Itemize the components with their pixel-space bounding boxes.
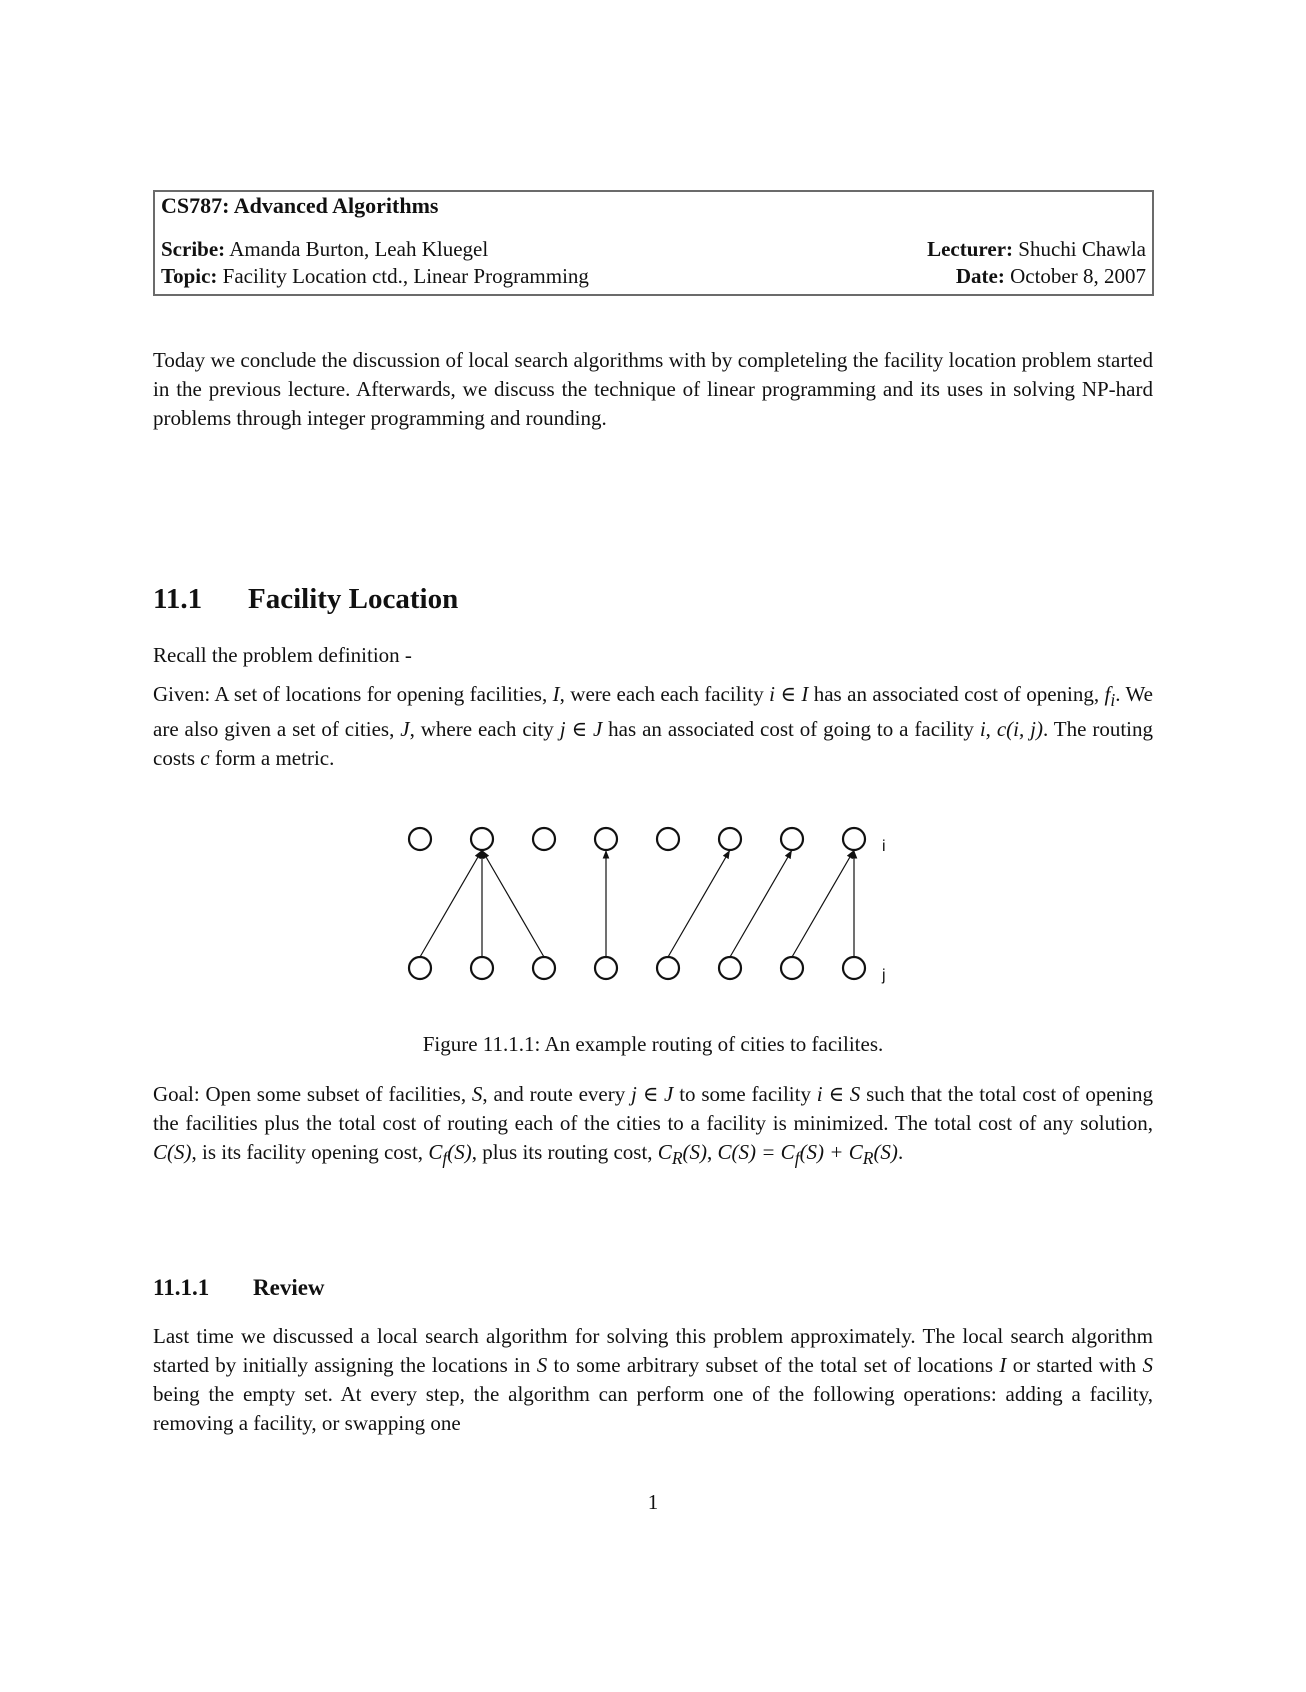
course-title: CS787: Advanced Algorithms	[161, 193, 439, 218]
routing-figure	[395, 815, 915, 995]
city-node-6	[719, 957, 741, 979]
figure-caption: Figure 11.1.1: An example routing of cities to facilites.	[422, 1032, 884, 1056]
lecturer-value: Shuchi Chawla	[1013, 237, 1146, 261]
routing-diagram	[395, 815, 915, 995]
scribe-value: Amanda Burton, Leah Kluegel	[225, 237, 489, 261]
city-node-2	[471, 957, 493, 979]
topic-label: Topic:	[161, 264, 218, 288]
city-node-5	[657, 957, 679, 979]
topic-value: Facility Location ctd., Linear Programming	[217, 264, 589, 288]
route-arrow-6	[730, 851, 791, 957]
routes-layer	[420, 851, 854, 957]
section-heading	[153, 583, 458, 616]
intro-paragraph: Today we conclude the discussion of local search algorithms with by completeling the facility location problem started in the previous lecture. Afterwards, we discuss the technique of linear programming and its uses in solving NP-hard problems through integer programming and rounding.	[153, 348, 1153, 430]
header-row-topic	[161, 264, 1146, 289]
city-node-1	[409, 957, 431, 979]
facility-node-1	[409, 828, 431, 850]
subsection-heading	[153, 1275, 325, 1301]
goal-paragraph: Goal: Open some subset of facilities, S, and route every j ∈ J to some facility i ∈ S such that the total cost of opening the facilities plus the total cost of routing each of the cities to a facility is minimized. The total cost of any solution, C(S), is its facility opening cost, $C_f(S)$, plus its routing cost, $C_R(S)$, $C(S) = C_f(S) + C_R(S)$.	[153, 1082, 1153, 1169]
facility-node-7	[781, 828, 803, 850]
facility-node-3	[533, 828, 555, 850]
review-paragraph: Last time we discussed a local search algorithm for solving this problem approximately. The local search algorithm started by initially assigning the locations in S to some arbitrary subset of the total set of locations I or started with S being the empty set. At every step, the algorithm can perform one of the following operations: adding a facility, removing a facility, or swapping one	[153, 1324, 1153, 1435]
given-paragraph: Given: A set of locations for opening facilities, I, were each each facility i ∈ I has an associated cost of opening, $f_i$. We are also given a set of cities, J, where each city j ∈ J has an associated cost of going to a facility i, c(i, j). The routing costs c form a metric.	[153, 682, 1154, 771]
facility-node-5	[657, 828, 679, 850]
date-label: Date:	[955, 264, 1005, 288]
header-row-scribe	[161, 237, 1146, 262]
subsection-number: 11.1.1	[153, 1275, 210, 1300]
facility-node-8	[843, 828, 865, 850]
facility-row-label: i	[882, 838, 886, 855]
city-node-3	[533, 957, 555, 979]
subsection-title: Review	[253, 1275, 325, 1300]
route-arrow-7	[792, 851, 853, 957]
facility-node-2	[471, 828, 493, 850]
section-number: 11.1	[153, 583, 203, 615]
city-node-4	[595, 957, 617, 979]
route-arrow-1	[420, 851, 481, 957]
city-node-7	[781, 957, 803, 979]
city-row-label: j	[882, 967, 886, 984]
nodes-layer	[409, 828, 865, 979]
page-number: 1	[647, 1490, 659, 1514]
route-arrow-3	[483, 851, 544, 957]
date-value: October 8, 2007	[1004, 264, 1146, 288]
city-node-8	[843, 957, 865, 979]
facility-node-6	[719, 828, 741, 850]
recall-paragraph: Recall the problem definition -	[153, 643, 412, 667]
lecture-header-box	[153, 190, 1154, 296]
section-title: Facility Location	[248, 583, 459, 615]
lecturer-label: Lecturer:	[927, 237, 1014, 261]
route-arrow-5	[668, 851, 729, 957]
scribe-label: Scribe:	[161, 237, 226, 261]
facility-node-4	[595, 828, 617, 850]
